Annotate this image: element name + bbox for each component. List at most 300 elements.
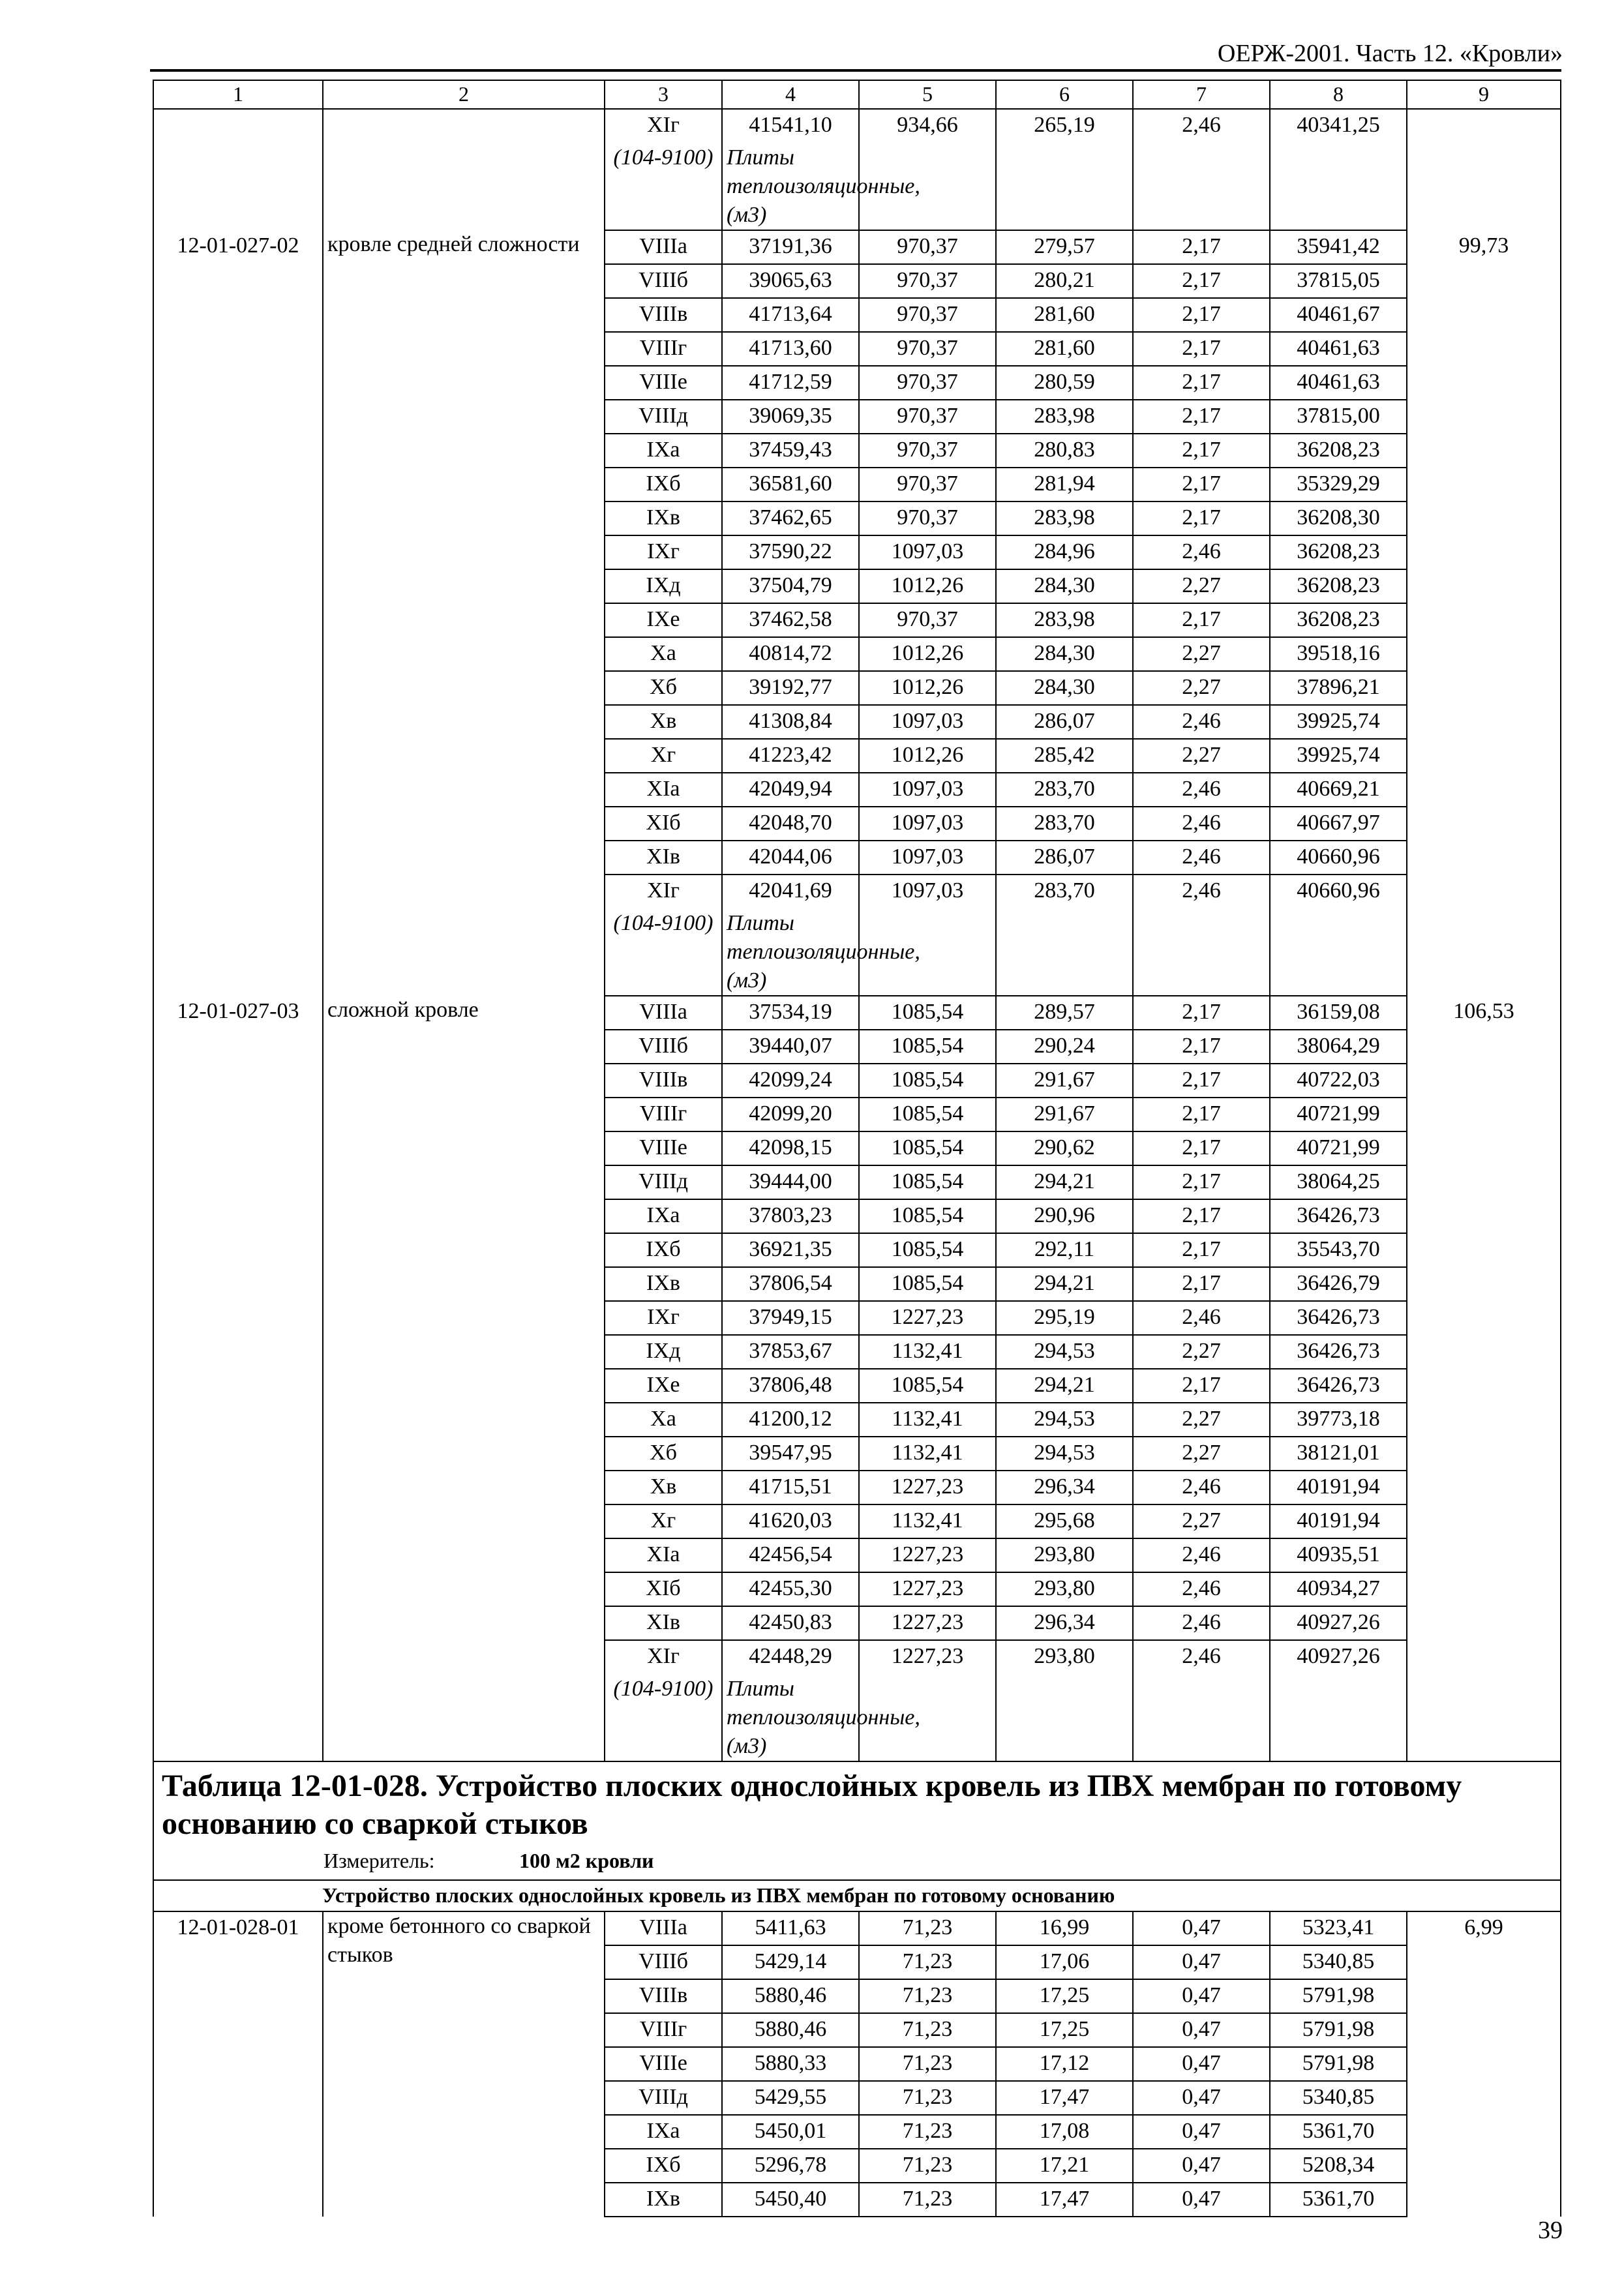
zone-class-cell: VIIIб (605, 1945, 722, 1979)
total-cost-cell: 39547,95 (722, 1437, 859, 1471)
total-cost-cell: 5450,01 (722, 2115, 859, 2149)
empty-cell (1270, 908, 1407, 996)
zone-class-cell: XIа (605, 1538, 722, 1572)
drivers-wages-cell: 2,17 (1133, 332, 1270, 366)
zone-class-cell: IXа (605, 1199, 722, 1233)
zone-class-cell: IXб (605, 2149, 722, 2183)
wages-cell: 970,37 (859, 501, 996, 535)
machines-cell: 283,70 (996, 875, 1133, 908)
machines-cell: 280,21 (996, 264, 1133, 298)
zone-class-cell: IXв (605, 1267, 722, 1301)
zone-class-cell: VIIIд (605, 1165, 722, 1199)
total-cost-cell: 37191,36 (722, 230, 859, 264)
rate-description: кровле средней сложности (323, 230, 605, 996)
zone-class-cell: XIа (605, 773, 722, 807)
running-header: ОЕРЖ-2001. Часть 12. «Кровли» (1217, 40, 1563, 67)
drivers-wages-cell: 2,17 (1133, 1064, 1270, 1098)
drivers-wages-cell: 2,17 (1133, 1165, 1270, 1199)
machines-cell: 295,19 (996, 1301, 1133, 1335)
column-number: 1 (153, 80, 323, 109)
machines-cell: 283,98 (996, 501, 1133, 535)
zone-class-cell: Xг (605, 739, 722, 773)
machines-cell: 281,60 (996, 332, 1133, 366)
materials-cell: 38064,29 (1270, 1030, 1407, 1064)
materials-cell: 39925,74 (1270, 739, 1407, 773)
drivers-wages-cell: 2,17 (1133, 1030, 1270, 1064)
machines-cell: 294,53 (996, 1437, 1133, 1471)
total-cost-cell: 41308,84 (722, 705, 859, 739)
drivers-wages-cell: 0,47 (1133, 2047, 1270, 2081)
machines-cell: 283,98 (996, 603, 1133, 637)
zone-class-cell: IXе (605, 1369, 722, 1403)
rate-row (153, 996, 1561, 1030)
empty-cell (996, 1673, 1133, 1761)
materials-cell: 40191,94 (1270, 1504, 1407, 1538)
materials-cell: 40927,26 (1270, 1640, 1407, 1673)
zone-class-cell: VIIIа (605, 230, 722, 264)
wages-cell: 71,23 (859, 2115, 996, 2149)
drivers-wages-cell: 2,46 (1133, 773, 1270, 807)
total-cost-cell: 36921,35 (722, 1233, 859, 1267)
machines-cell: 294,53 (996, 1403, 1133, 1437)
materials-cell: 36426,73 (1270, 1301, 1407, 1335)
rates-table-body (153, 80, 1561, 2217)
table-subheading: Устройство плоских однослойных кровель из ПВХ мембран по готовому основанию (153, 1880, 1561, 1911)
total-cost-cell: 37590,22 (722, 535, 859, 569)
total-cost-cell: 42448,29 (722, 1640, 859, 1673)
materials-cell: 5323,41 (1270, 1911, 1407, 1945)
machines-cell: 17,47 (996, 2183, 1133, 2217)
drivers-wages-cell: 0,47 (1133, 2149, 1270, 2183)
drivers-wages-cell: 2,46 (1133, 1572, 1270, 1606)
wages-cell: 970,37 (859, 366, 996, 400)
materials-cell: 40667,97 (1270, 807, 1407, 841)
drivers-wages-cell: 2,27 (1133, 637, 1270, 671)
drivers-wages-cell: 2,27 (1133, 1437, 1270, 1471)
materials-cell: 37896,21 (1270, 671, 1407, 705)
wages-cell: 1085,54 (859, 1030, 996, 1064)
machines-cell: 17,25 (996, 1979, 1133, 2013)
material-name: Плиты теплоизоляционные, (м3) (722, 142, 859, 230)
labor-cost-cell: 99,73 (1407, 230, 1561, 996)
column-number: 7 (1133, 80, 1270, 109)
total-cost-cell: 5880,33 (722, 2047, 859, 2081)
total-cost-cell: 42455,30 (722, 1572, 859, 1606)
materials-cell: 35941,42 (1270, 230, 1407, 264)
rate-code: 12-01-027-03 (153, 996, 323, 1761)
machines-cell: 293,80 (996, 1572, 1133, 1606)
drivers-wages-cell: 2,46 (1133, 1301, 1270, 1335)
total-cost-cell: 37853,67 (722, 1335, 859, 1369)
machines-cell: 16,99 (996, 1911, 1133, 1945)
column-number: 3 (605, 80, 722, 109)
materials-cell: 36426,73 (1270, 1369, 1407, 1403)
machines-cell: 294,53 (996, 1335, 1133, 1369)
table-title: Таблица 12-01-028. Устройство плоских однослойных кровель из ПВХ мембран по готовому основанию со сваркой стыков (162, 1769, 1462, 1841)
zone-class-cell: Xа (605, 1403, 722, 1437)
total-cost-cell: 37806,54 (722, 1267, 859, 1301)
total-cost-cell: 41200,12 (722, 1403, 859, 1437)
materials-cell: 40461,63 (1270, 332, 1407, 366)
zone-class-cell: VIIIа (605, 996, 722, 1030)
zone-class-cell: IXб (605, 1233, 722, 1267)
machines-cell: 291,67 (996, 1098, 1133, 1131)
header-rule (150, 69, 1561, 72)
zone-class-cell: IXе (605, 603, 722, 637)
materials-cell: 40935,51 (1270, 1538, 1407, 1572)
zone-class-cell: IXв (605, 501, 722, 535)
zone-class-cell: Xв (605, 1471, 722, 1504)
machines-cell: 290,62 (996, 1131, 1133, 1165)
total-cost-cell: 42049,94 (722, 773, 859, 807)
total-cost-cell: 41715,51 (722, 1471, 859, 1504)
wages-cell: 1097,03 (859, 841, 996, 875)
zone-class-cell: Xб (605, 671, 722, 705)
wages-cell: 1132,41 (859, 1403, 996, 1437)
labor-cost-cell: 6,99 (1407, 1911, 1561, 2217)
zone-class-cell: XIв (605, 1606, 722, 1640)
drivers-wages-cell: 2,46 (1133, 1538, 1270, 1572)
material-code: (104-9100) (605, 908, 722, 996)
wages-cell: 71,23 (859, 1979, 996, 2013)
wages-cell: 1097,03 (859, 535, 996, 569)
drivers-wages-cell: 0,47 (1133, 2081, 1270, 2115)
total-cost-cell: 37459,43 (722, 434, 859, 468)
materials-cell: 5791,98 (1270, 2047, 1407, 2081)
machines-cell: 294,21 (996, 1267, 1133, 1301)
zone-class-cell: VIIIе (605, 366, 722, 400)
wages-cell: 1085,54 (859, 1165, 996, 1199)
subheading-row (153, 1880, 1561, 1911)
materials-cell: 35543,70 (1270, 1233, 1407, 1267)
wages-cell: 1085,54 (859, 1131, 996, 1165)
machines-cell: 284,30 (996, 671, 1133, 705)
total-cost-cell: 5429,55 (722, 2081, 859, 2115)
rate-code: 12-01-027-02 (153, 230, 323, 996)
column-number: 4 (722, 80, 859, 109)
total-cost-cell: 42044,06 (722, 841, 859, 875)
wages-cell: 970,37 (859, 400, 996, 434)
rate-description: сложной кровле (323, 996, 605, 1761)
wages-cell: 1097,03 (859, 773, 996, 807)
machines-cell: 294,21 (996, 1165, 1133, 1199)
drivers-wages-cell: 2,46 (1133, 1606, 1270, 1640)
wages-cell: 1227,23 (859, 1471, 996, 1504)
column-number: 2 (323, 80, 605, 109)
total-cost-cell: 39192,77 (722, 671, 859, 705)
materials-cell: 40721,99 (1270, 1098, 1407, 1131)
total-cost-cell: 40814,72 (722, 637, 859, 671)
zone-class-cell: VIIIд (605, 400, 722, 434)
wages-cell: 1227,23 (859, 1640, 996, 1673)
material-code: (104-9100) (605, 142, 722, 230)
wages-cell: 1085,54 (859, 996, 996, 1030)
machines-cell: 283,70 (996, 807, 1133, 841)
zone-class-cell: VIIIв (605, 1979, 722, 2013)
wages-cell: 1097,03 (859, 807, 996, 841)
empty-cell (996, 142, 1133, 230)
total-cost-cell: 5880,46 (722, 1979, 859, 2013)
zone-class-cell: VIIIе (605, 1131, 722, 1165)
wages-cell: 934,66 (859, 109, 996, 142)
materials-cell: 5791,98 (1270, 1979, 1407, 2013)
zone-class-cell: IXд (605, 569, 722, 603)
zone-class-cell: VIIIг (605, 332, 722, 366)
machines-cell: 284,30 (996, 637, 1133, 671)
total-cost-cell: 42098,15 (722, 1131, 859, 1165)
materials-cell: 40660,96 (1270, 841, 1407, 875)
zone-class-cell: IXа (605, 434, 722, 468)
drivers-wages-cell: 2,17 (1133, 501, 1270, 535)
total-cost-cell: 41713,64 (722, 298, 859, 332)
zone-class-cell: Xг (605, 1504, 722, 1538)
wages-cell: 1227,23 (859, 1538, 996, 1572)
total-cost-cell: 41713,60 (722, 332, 859, 366)
materials-cell: 40669,21 (1270, 773, 1407, 807)
machines-cell: 290,24 (996, 1030, 1133, 1064)
machines-cell: 284,30 (996, 569, 1133, 603)
zone-class-cell: Xв (605, 705, 722, 739)
drivers-wages-cell: 2,46 (1133, 841, 1270, 875)
drivers-wages-cell: 0,47 (1133, 2013, 1270, 2047)
total-cost-cell: 42099,20 (722, 1098, 859, 1131)
drivers-wages-cell: 2,27 (1133, 739, 1270, 773)
wages-cell: 71,23 (859, 1945, 996, 1979)
machines-cell: 286,07 (996, 841, 1133, 875)
column-number: 9 (1407, 80, 1561, 109)
wages-cell: 1227,23 (859, 1572, 996, 1606)
meter-line (162, 1843, 1552, 1879)
column-number: 5 (859, 80, 996, 109)
drivers-wages-cell: 2,17 (1133, 400, 1270, 434)
wages-cell: 1132,41 (859, 1504, 996, 1538)
materials-cell: 40722,03 (1270, 1064, 1407, 1098)
column-number: 6 (996, 80, 1133, 109)
machines-cell: 17,21 (996, 2149, 1133, 2183)
materials-cell: 5208,34 (1270, 2149, 1407, 2183)
machines-cell: 265,19 (996, 109, 1133, 142)
materials-cell: 40927,26 (1270, 1606, 1407, 1640)
rate-description (323, 109, 605, 230)
total-cost-cell: 42456,54 (722, 1538, 859, 1572)
wages-cell: 1085,54 (859, 1098, 996, 1131)
total-cost-cell: 37462,65 (722, 501, 859, 535)
drivers-wages-cell: 2,17 (1133, 434, 1270, 468)
total-cost-cell: 37462,58 (722, 603, 859, 637)
machines-cell: 280,83 (996, 434, 1133, 468)
zone-class-cell: VIIIб (605, 1030, 722, 1064)
rate-row (153, 1911, 1561, 1945)
drivers-wages-cell: 2,46 (1133, 807, 1270, 841)
zone-class-cell: VIIIв (605, 1064, 722, 1098)
meter-value: 100 м2 кровли (519, 1849, 654, 1872)
drivers-wages-cell: 2,46 (1133, 705, 1270, 739)
wages-cell: 1012,26 (859, 569, 996, 603)
wages-cell: 1085,54 (859, 1267, 996, 1301)
material-name: Плиты теплоизоляционные, (м3) (722, 908, 859, 996)
materials-cell: 5361,70 (1270, 2115, 1407, 2149)
total-cost-cell: 41712,59 (722, 366, 859, 400)
zone-class-cell: XIб (605, 807, 722, 841)
wages-cell: 970,37 (859, 264, 996, 298)
zone-class-cell: IXг (605, 1301, 722, 1335)
materials-cell: 36426,73 (1270, 1335, 1407, 1369)
rate-row (153, 109, 1561, 142)
wages-cell: 1085,54 (859, 1199, 996, 1233)
zone-class-cell: Xб (605, 1437, 722, 1471)
materials-cell: 38064,25 (1270, 1165, 1407, 1199)
total-cost-cell: 5429,14 (722, 1945, 859, 1979)
page-number: 39 (1538, 2217, 1563, 2244)
machines-cell: 17,47 (996, 2081, 1133, 2115)
drivers-wages-cell: 0,47 (1133, 1979, 1270, 2013)
machines-cell: 283,70 (996, 773, 1133, 807)
labor-cost-cell: 106,53 (1407, 996, 1561, 1761)
rate-row (153, 230, 1561, 264)
total-cost-cell: 42099,24 (722, 1064, 859, 1098)
drivers-wages-cell: 2,46 (1133, 1471, 1270, 1504)
zone-class-cell: VIIIб (605, 264, 722, 298)
drivers-wages-cell: 2,17 (1133, 1131, 1270, 1165)
machines-cell: 17,12 (996, 2047, 1133, 2081)
wages-cell: 71,23 (859, 2013, 996, 2047)
zone-class-cell: IXа (605, 2115, 722, 2149)
total-cost-cell: 37806,48 (722, 1369, 859, 1403)
drivers-wages-cell: 2,17 (1133, 1267, 1270, 1301)
empty-cell (1133, 142, 1270, 230)
materials-cell: 5361,70 (1270, 2183, 1407, 2217)
total-cost-cell: 5880,46 (722, 2013, 859, 2047)
materials-cell: 36159,08 (1270, 996, 1407, 1030)
total-cost-cell: 37534,19 (722, 996, 859, 1030)
drivers-wages-cell: 2,17 (1133, 603, 1270, 637)
machines-cell: 296,34 (996, 1471, 1133, 1504)
wages-cell: 1012,26 (859, 637, 996, 671)
empty-cell (1133, 908, 1270, 996)
drivers-wages-cell: 0,47 (1133, 2115, 1270, 2149)
wages-cell: 1132,41 (859, 1437, 996, 1471)
wages-cell: 1085,54 (859, 1369, 996, 1403)
empty-cell (1133, 1673, 1270, 1761)
zone-class-cell: XIб (605, 1572, 722, 1606)
zone-class-cell: VIIIв (605, 298, 722, 332)
machines-cell: 280,59 (996, 366, 1133, 400)
machines-cell: 281,60 (996, 298, 1133, 332)
wages-cell: 1097,03 (859, 875, 996, 908)
machines-cell: 296,34 (996, 1606, 1133, 1640)
materials-cell: 40660,96 (1270, 875, 1407, 908)
total-cost-cell: 37504,79 (722, 569, 859, 603)
rate-description: кроме бетонного со сваркой стыков (323, 1911, 605, 2217)
drivers-wages-cell: 2,17 (1133, 298, 1270, 332)
zone-class-cell: VIIIг (605, 2013, 722, 2047)
materials-cell: 36426,73 (1270, 1199, 1407, 1233)
materials-cell: 36208,30 (1270, 501, 1407, 535)
materials-cell: 39518,16 (1270, 637, 1407, 671)
zone-class-cell: VIIIд (605, 2081, 722, 2115)
machines-cell: 295,68 (996, 1504, 1133, 1538)
wages-cell: 970,37 (859, 230, 996, 264)
rate-code: 12-01-028-01 (153, 1911, 323, 2217)
materials-cell: 36208,23 (1270, 569, 1407, 603)
materials-cell: 37815,05 (1270, 264, 1407, 298)
zone-class-cell: XIг (605, 109, 722, 142)
materials-cell: 40461,67 (1270, 298, 1407, 332)
machines-cell: 286,07 (996, 705, 1133, 739)
drivers-wages-cell: 2,17 (1133, 366, 1270, 400)
zone-class-cell: VIIIг (605, 1098, 722, 1131)
total-cost-cell: 36581,60 (722, 468, 859, 501)
empty-cell (1270, 142, 1407, 230)
drivers-wages-cell: 2,46 (1133, 1640, 1270, 1673)
rate-code (153, 109, 323, 230)
drivers-wages-cell: 2,17 (1133, 1098, 1270, 1131)
wages-cell: 970,37 (859, 603, 996, 637)
drivers-wages-cell: 2,46 (1133, 535, 1270, 569)
materials-cell: 36208,23 (1270, 603, 1407, 637)
wages-cell: 1085,54 (859, 1233, 996, 1267)
wages-cell: 1012,26 (859, 671, 996, 705)
wages-cell: 1012,26 (859, 739, 996, 773)
zone-class-cell: IXд (605, 1335, 722, 1369)
rates-table (153, 80, 1561, 2217)
machines-cell: 17,06 (996, 1945, 1133, 1979)
wages-cell: 1227,23 (859, 1606, 996, 1640)
drivers-wages-cell: 2,17 (1133, 1199, 1270, 1233)
drivers-wages-cell: 0,47 (1133, 2183, 1270, 2217)
machines-cell: 285,42 (996, 739, 1133, 773)
table-title-cell (153, 1761, 1561, 1880)
empty-cell (996, 908, 1133, 996)
zone-class-cell: VIIIе (605, 2047, 722, 2081)
column-number-row (153, 80, 1561, 109)
total-cost-cell: 37803,23 (722, 1199, 859, 1233)
machines-cell: 290,96 (996, 1199, 1133, 1233)
drivers-wages-cell: 2,27 (1133, 671, 1270, 705)
total-cost-cell: 39444,00 (722, 1165, 859, 1199)
materials-cell: 35329,29 (1270, 468, 1407, 501)
drivers-wages-cell: 2,27 (1133, 1335, 1270, 1369)
machines-cell: 294,21 (996, 1369, 1133, 1403)
wages-cell: 71,23 (859, 2047, 996, 2081)
materials-cell: 40191,94 (1270, 1471, 1407, 1504)
wages-cell: 1132,41 (859, 1335, 996, 1369)
total-cost-cell: 42041,69 (722, 875, 859, 908)
zone-class-cell: IXг (605, 535, 722, 569)
drivers-wages-cell: 2,17 (1133, 1369, 1270, 1403)
machines-cell: 283,98 (996, 400, 1133, 434)
zone-class-cell: IXб (605, 468, 722, 501)
column-number: 8 (1270, 80, 1407, 109)
wages-cell: 970,37 (859, 468, 996, 501)
drivers-wages-cell: 2,17 (1133, 230, 1270, 264)
materials-cell: 40934,27 (1270, 1572, 1407, 1606)
zone-class-cell: Xа (605, 637, 722, 671)
wages-cell: 970,37 (859, 332, 996, 366)
materials-cell: 37815,00 (1270, 400, 1407, 434)
wages-cell: 1227,23 (859, 1301, 996, 1335)
drivers-wages-cell: 2,17 (1133, 264, 1270, 298)
drivers-wages-cell: 2,17 (1133, 1233, 1270, 1267)
table-title-row (153, 1761, 1561, 1880)
materials-cell: 39925,74 (1270, 705, 1407, 739)
machines-cell: 17,08 (996, 2115, 1133, 2149)
zone-class-cell: XIг (605, 1640, 722, 1673)
materials-cell: 40341,25 (1270, 109, 1407, 142)
empty-cell (1270, 1673, 1407, 1761)
total-cost-cell: 41620,03 (722, 1504, 859, 1538)
machines-cell: 281,94 (996, 468, 1133, 501)
